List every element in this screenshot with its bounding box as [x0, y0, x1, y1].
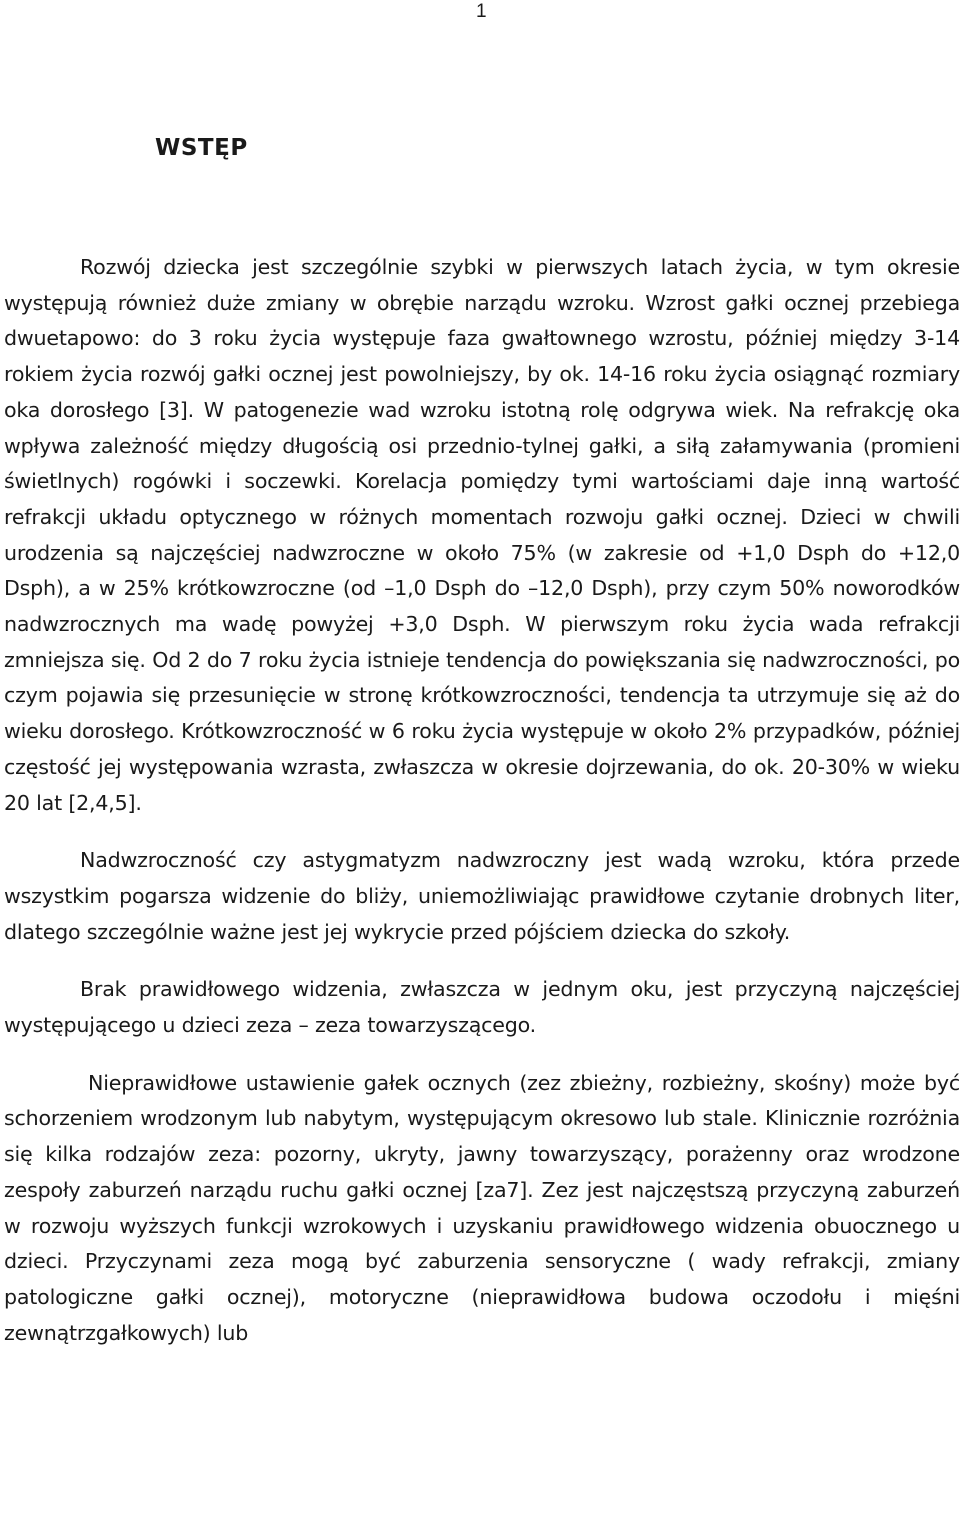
paragraph-strabismus-cause: Brak prawidłowego widzenia, zwłaszcza w jednym oku, jest przyczyną najczęściej występującego u dzieci zeza – zeza towarzyszącego. [4, 977, 960, 1038]
section-heading: WSTĘP [155, 135, 248, 161]
paragraph-hyperopia: Nadwzroczność czy astygmatyzm nadwzroczny jest wadą wzroku, która przede wszystkim pogarsza widzenie do bliży, uniemożliwiając prawidłowe czytanie drobnych liter, dlatego szczególnie ważne jest jej wykrycie przed pójściem dziecka do szkoły. [4, 848, 960, 944]
body-text [4, 250, 960, 1351]
page-number: 1 [476, 1, 487, 22]
paragraph-development: Rozwój dziecka jest szczególnie szybki w pierwszych latach życia, w tym okresie występują również duże zmiany w obrębie narządu wzroku. Wzrost gałki ocznej przebiega dwuetapowo: do 3 roku życia występuje faza gwałtownego wzrostu, później między 3-14 rokiem życia rozwój gałki ocznej jest powolniejszy, by ok. 14-16 roku życia osiągnąć rozmiary oka dorosłego [3]. W patogenezie wad wzroku istotną rolę odgrywa wiek. Na refrakcję oka wpływa zależność między długością osi przednio-tylnej gałki, a siłą załamywania (promieni świetlnych) rogówki i soczewki. Korelacja pomiędzy tymi wartościami daje inną wartość refrakcji układu optycznego w różnych momentach rozwoju gałki ocznej. Dzieci w chwili urodzenia są najczęściej nadwzroczne w około 75% (w zakresie od +1,0 Dsph do +12,0 Dsph), a w 25% krótkowzroczne (od –1,0 Dsph do –12,0 Dsph), przy czym 50% noworodków nadwzrocznych ma wadę powyżej +3,0 Dsph. W pierwszym roku życia wada refrakcji zmniejsza się. Od 2 do 7 roku życia istnieje tendencja do powiększania się nadwzroczności, po czym pojawia się przesunięcie w stronę krótkowzroczności, tendencja ta utrzymuje się aż do wieku dorosłego. Krótkowzroczność w 6 roku życia występuje w około 2% przypadków, później częstość jej występowania wzrasta, zwłaszcza w okresie dojrzewania, do ok. 20-30% w wieku 20 lat [2,4,5]. [4, 255, 960, 815]
paragraph-strabismus-types: Nieprawidłowe ustawienie gałek ocznych (zez zbieżny, rozbieżny, skośny) może być schorzeniem wrodzonym lub nabytym, występującym okresowo lub stale. Klinicznie rozróżnia się kilka rodzajów zeza: pozorny, ukryty, jawny towarzyszący, porażenny oraz wrodzone zespoły zaburzeń narządu ruchu gałki ocznej [za7]. Zez jest najczęstszą przyczyną zaburzeń w rozwoju wyższych funkcji wzrokowych i uzyskaniu prawidłowego widzenia obuocznego u dzieci. Przyczynami zeza mogą być zaburzenia sensoryczne ( wady refrakcji, zmiany patologiczne gałki ocznej), motoryczne (nieprawidłowa budowa oczodołu i mięśni zewnątrzgałkowych) lub [4, 1070, 960, 1345]
